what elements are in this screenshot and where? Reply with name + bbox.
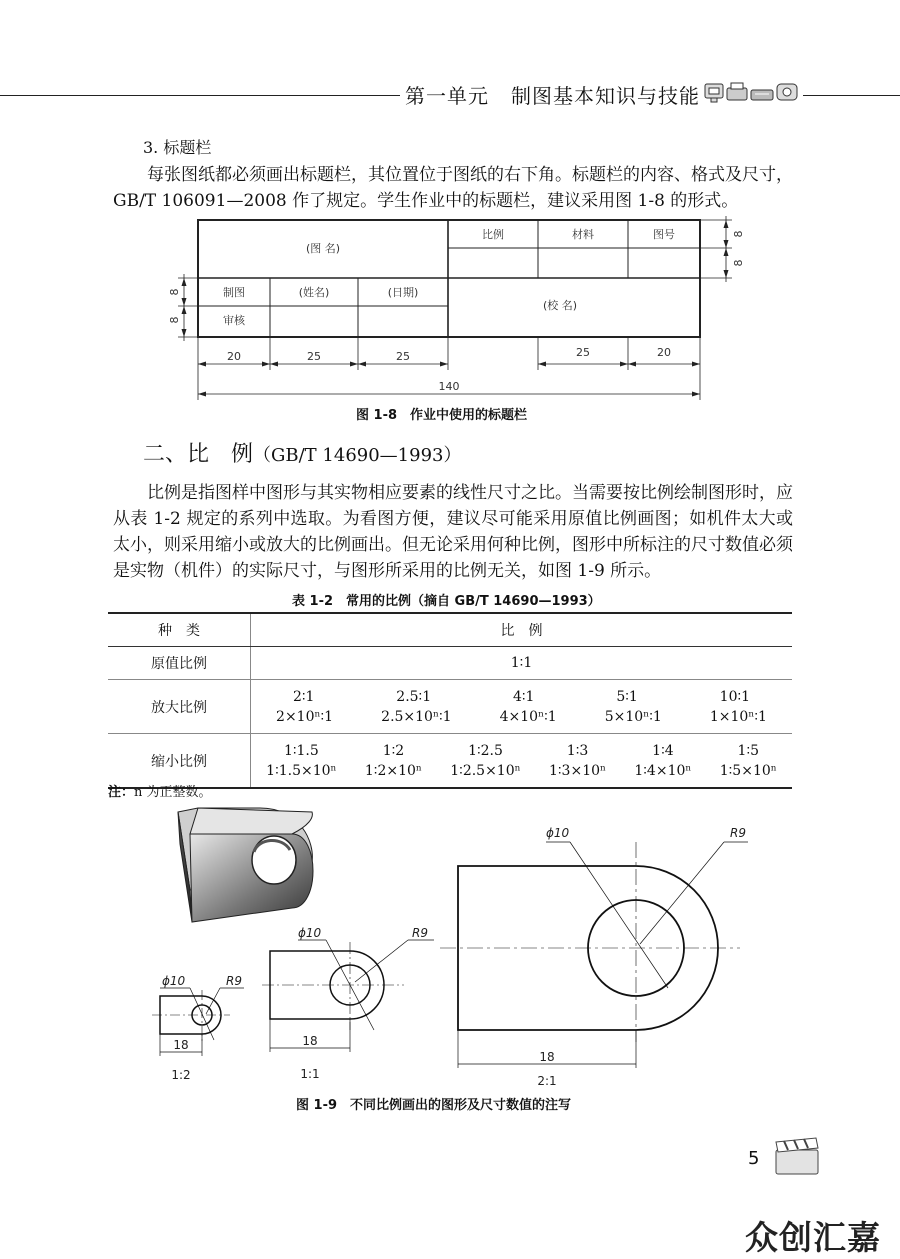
scale-value: 10∶1 <box>719 688 751 705</box>
unit-title: 制图基本知识与技能 <box>511 84 700 108</box>
scale-value: 1∶2.5 <box>468 742 503 759</box>
watermark: 众创汇嘉 <box>745 1218 881 1257</box>
running-header <box>405 80 722 109</box>
header-icons <box>703 80 803 106</box>
scale-value: 1∶3×10ⁿ <box>549 762 607 779</box>
scale-table <box>108 612 792 789</box>
dim-25-c: 25 <box>576 346 590 359</box>
dim-8-right-a: 8 <box>732 230 745 238</box>
row-kind: 原值比例 <box>108 647 251 680</box>
scale-value: 1∶2×10ⁿ <box>364 762 422 779</box>
printer-icon <box>727 83 747 100</box>
section-heading-standard: （GB/T 14690—1993） <box>253 445 462 466</box>
scale-value: 1∶1.5×10ⁿ <box>266 762 337 779</box>
cell-school: (校 名) <box>542 299 578 312</box>
scale-value: 1×10ⁿ∶1 <box>709 708 767 725</box>
keyboard-icon <box>751 90 773 100</box>
header-rule-left <box>0 95 400 96</box>
cell-name: (姓名) <box>298 286 330 299</box>
phi-label-small: ϕ10 <box>162 974 186 988</box>
length-label-medium: 18 <box>302 1034 318 1048</box>
dim-20-left: 20 <box>227 350 241 363</box>
computer-tower-icon <box>777 84 797 100</box>
scale-value: 5×10ⁿ∶1 <box>604 708 662 725</box>
dim-8-right-b: 8 <box>732 259 745 267</box>
view-scale-1-1 <box>262 940 434 1052</box>
radius-label-small: R9 <box>226 974 242 988</box>
unit-label: 第一单元 <box>405 84 489 108</box>
scale-label-1-2: 1:2 <box>171 1068 191 1082</box>
section-heading-scale <box>143 437 461 468</box>
scale-value: 1∶1 <box>510 655 533 671</box>
part-3d-view <box>178 808 313 922</box>
cell-drawn: 制图 <box>223 286 245 299</box>
radius-label-large: R9 <box>730 826 746 840</box>
note-text: n 为正整数。 <box>134 785 212 800</box>
length-label-large: 18 <box>539 1050 555 1064</box>
dim-20-right: 20 <box>657 346 671 359</box>
figure-caption-1-8: 图 1-8 作业中使用的标题栏 <box>356 408 528 423</box>
table-header-kind: 种 类 <box>108 613 251 647</box>
scale-value: 4∶1 <box>512 688 535 705</box>
scale-label-2-1: 2:1 <box>537 1074 557 1088</box>
table-row <box>108 647 792 680</box>
section-heading-title-block: 3. 标题栏 <box>143 138 212 157</box>
table-row <box>108 680 792 734</box>
view-scale-1-2 <box>152 988 244 1056</box>
cell-drawing-name: (图 名) <box>305 242 341 255</box>
dim-25-b: 25 <box>396 350 410 363</box>
row-kind: 缩小比例 <box>108 734 251 789</box>
table-row <box>108 734 792 789</box>
cell-date: (日期) <box>387 286 419 299</box>
scale-value: 1∶4 <box>652 742 674 759</box>
dim-140: 140 <box>438 380 460 393</box>
table-header-scale: 比 例 <box>251 613 793 647</box>
length-label-small: 18 <box>173 1038 189 1052</box>
radius-label-medium: R9 <box>412 926 428 940</box>
phi-label-large: ϕ10 <box>546 826 570 840</box>
view-scale-2-1 <box>440 842 748 1068</box>
figure-scale-examples <box>150 802 760 1092</box>
phi-label-medium: ϕ10 <box>298 926 322 940</box>
scale-value: 2.5∶1 <box>396 688 432 705</box>
scale-value: 1∶5 <box>737 742 760 759</box>
scale-value: 1∶2.5×10ⁿ <box>450 762 521 779</box>
header-rule-right <box>803 95 900 96</box>
page-number: 5 <box>748 1148 760 1169</box>
section-heading-scale-text: 二、比 例 <box>143 442 254 467</box>
cell-material: 材料 <box>572 228 594 241</box>
scale-value: 4×10ⁿ∶1 <box>499 708 557 725</box>
scale-value: 2∶1 <box>292 688 315 705</box>
table-caption-1-2: 表 1-2 常用的比例（摘自 GB/T 14690—1993） <box>292 594 601 609</box>
figure-caption-1-9: 图 1-9 不同比例画出的图形及尺寸数值的注写 <box>296 1098 572 1113</box>
scale-value: 1∶4×10ⁿ <box>634 762 692 779</box>
table-note <box>108 781 212 800</box>
paragraph-scale: 比例是指图样中图形与其实物相应要素的线性尺寸之比。当需要按比例绘制图形时，应从表 1-2 规定的系列中选取。为看图方便，建议尽可能采用原值比例画图；如机件太大或太小，则采用缩小或放大的比例画出。但无论采用何种比例，图形中所标注的尺寸数值必须是实物（机件）的实际尺寸，与图形所采用的比例无关，如图 1-9 所示。 <box>113 483 793 581</box>
scale-label-1-1: 1:1 <box>300 1067 320 1081</box>
scale-value: 1∶2 <box>382 742 405 759</box>
scale-value: 2.5×10ⁿ∶1 <box>381 708 452 725</box>
cell-drawing-no: 图号 <box>653 228 675 241</box>
clapperboard-icon <box>772 1134 822 1176</box>
scale-value: 2×10ⁿ∶1 <box>276 708 334 725</box>
note-label: 注： <box>108 785 135 800</box>
scale-value: 1∶5×10ⁿ <box>719 762 777 779</box>
scale-value: 1∶3 <box>566 742 589 759</box>
paragraph-title-block: 每张图纸都必须画出标题栏，其位置位于图纸的右下角。标题栏的内容、格式及尺寸，GB/T 106091—2008 作了规定。学生作业中的标题栏，建议采用图 1-8 的形式。 <box>113 165 793 211</box>
dim-8-left-b: 8 <box>168 316 181 324</box>
cell-scale: 比例 <box>482 228 504 241</box>
dim-25-a: 25 <box>307 350 321 363</box>
row-kind: 放大比例 <box>108 680 251 734</box>
scale-value: 5∶1 <box>616 688 638 705</box>
figure-title-block <box>160 212 750 402</box>
cell-checked: 审核 <box>223 314 245 327</box>
scale-value: 1∶1.5 <box>283 742 319 759</box>
monitor-icon <box>705 84 723 102</box>
dim-8-left-a: 8 <box>168 288 181 296</box>
